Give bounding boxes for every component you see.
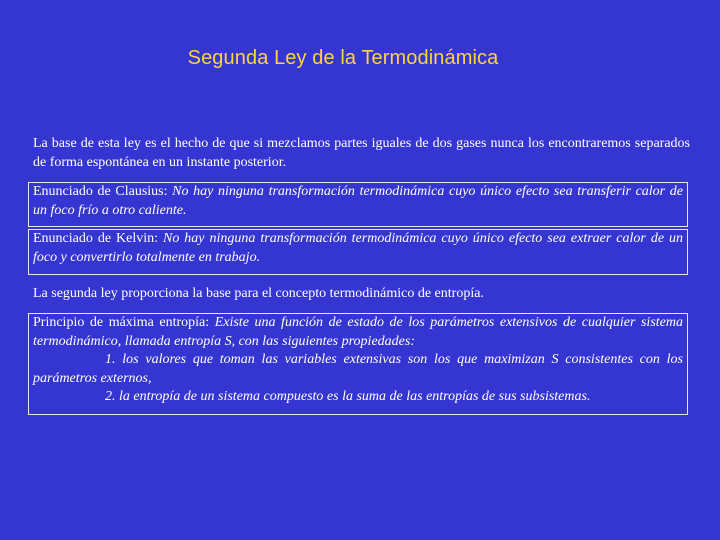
entropy-note: La segunda ley proporciona la base para el concepto termodinámico de entropía. — [33, 286, 484, 301]
kelvin-text: No hay ninguna transformación termodinámica cuyo único efecto sea extraer calor de un foco y convertirlo totalmente en trabajo. — [33, 231, 684, 265]
slide-title: Segunda Ley de la Termodinámica — [187, 47, 499, 69]
intro-paragraph: La base de esta ley es el hecho de que si mezclamos partes iguales de dos gases nunca los encontraremos separados de forma espontánea en un instante posterior. — [33, 136, 690, 170]
max-entropy-principle-box — [28, 313, 688, 415]
max-entropy-text: Existe una función de estado de los parámetros extensivos de cualquier sistema termodinámico, llamada entropía S, con las siguientes propiedades: — [33, 315, 683, 349]
clausius-text: No hay ninguna transformación termodinámica cuyo único efecto sea transferir calor de un foco frío a otro caliente. — [33, 184, 683, 218]
max-entropy-label: Principio de máxima entropía: — [33, 315, 215, 330]
clausius-statement-box — [28, 182, 688, 227]
max-entropy-item-1: 1. los valores que toman las variables extensivas son los que maximizan S consistentes con los parámetros externos, — [33, 352, 683, 386]
max-entropy-item-2: 2. la entropía de un sistema compuesto es la suma de las entropías de sus subsistemas. — [105, 389, 591, 404]
kelvin-statement-box — [28, 229, 688, 275]
clausius-label: Enunciado de Clausius: — [33, 184, 173, 199]
kelvin-label: Enunciado de Kelvin: — [33, 231, 163, 246]
